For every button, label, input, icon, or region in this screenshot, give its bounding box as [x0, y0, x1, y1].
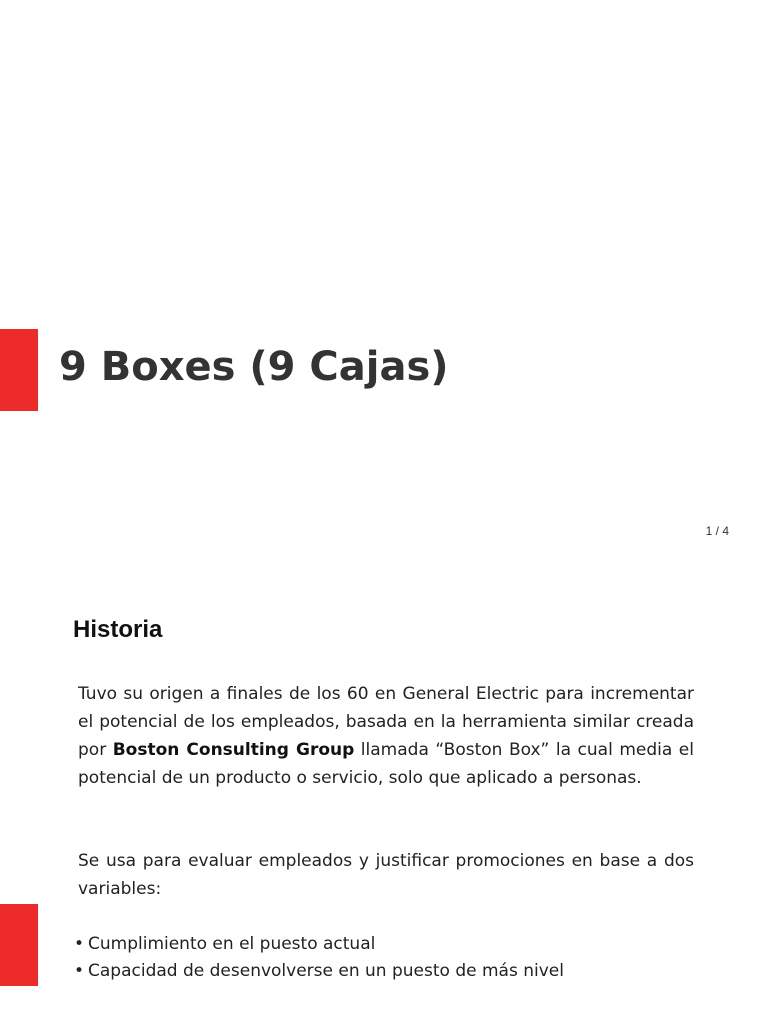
paragraph-text-start: Tuvo su origen a finales de los 60 en General Electric para incrementar el potencial de los empleados, basada en la herramienta similar creada por — [78, 684, 694, 760]
usage-paragraph: Se usa para evaluar empleados y justificar promociones en base a dos variables: — [78, 851, 694, 899]
list-item — [74, 958, 714, 985]
list-item-text: Capacidad de desenvolverse en un puesto de más nivel — [88, 961, 564, 981]
slide-title: 9 Boxes (9 Cajas) — [59, 344, 449, 390]
section-accent-bar — [0, 904, 38, 986]
page-counter: 1 / 4 — [705, 524, 729, 538]
bold-organization: Boston Consulting Group — [112, 740, 355, 760]
paragraph-text-end: llamada “Boston Box” la cual media el potencial de un producto o servicio, solo que aplicado a personas. — [78, 740, 694, 788]
history-paragraph — [78, 680, 694, 792]
variables-list — [74, 931, 714, 985]
list-item — [74, 931, 714, 958]
section-heading: Historia — [73, 616, 163, 643]
bullet-icon: • — [74, 961, 85, 981]
title-accent-bar — [0, 329, 38, 411]
bullet-icon: • — [74, 934, 85, 954]
list-item-text: Cumplimiento en el puesto actual — [88, 934, 376, 954]
